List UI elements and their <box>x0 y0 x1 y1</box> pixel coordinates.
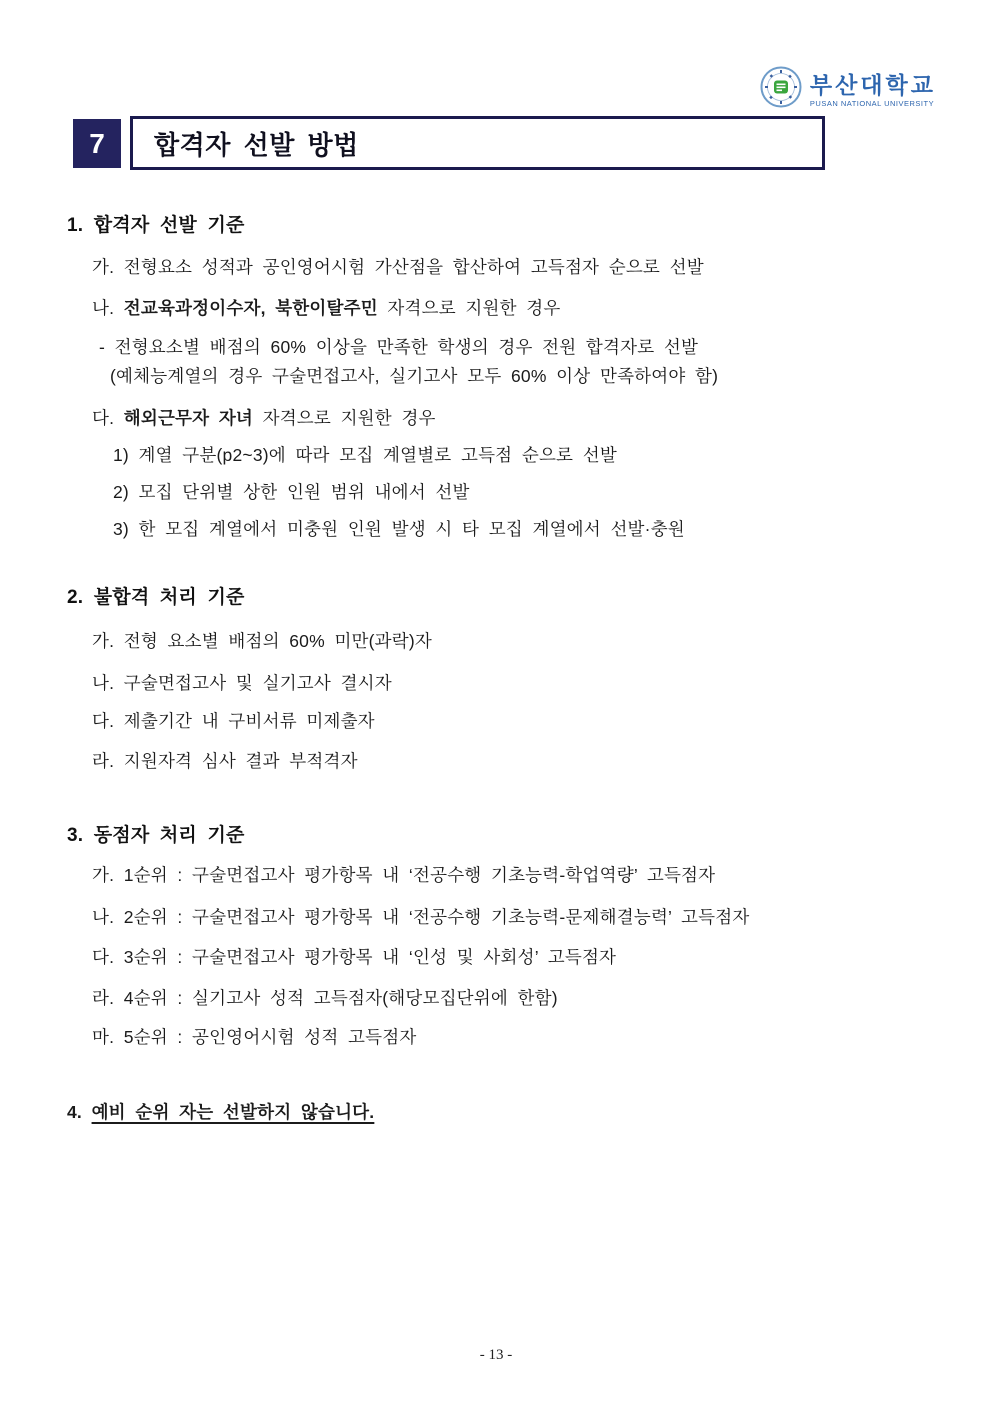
section1-item-ga: 가. 전형요소 성적과 공인영어시험 가산점을 합산하여 고득점자 순으로 선발 <box>92 257 704 277</box>
section2-item-1: 나. 구술면접고사 및 실기고사 결시자 <box>92 673 392 693</box>
section2-item-0: 가. 전형 요소별 배점의 60% 미만(과락)자 <box>92 631 433 651</box>
section3-heading: 3. 동점자 처리 기준 <box>67 825 245 846</box>
section1-subitem-dash: - 전형요소별 배점의 60% 이상을 만족한 학생의 경우 전원 합격자로 선발 <box>99 337 699 357</box>
section1-subitem-2: 2) 모집 단위별 상한 인원 범위 내에서 선발 <box>113 482 470 502</box>
section3-item-0: 가. 1순위 : 구술면접고사 평가항목 내 ‘전공수행 기초능력-학업역량’ 고득점자 <box>92 865 716 885</box>
section2-item-2: 다. 제출기간 내 구비서류 미제출자 <box>92 711 375 731</box>
item-label: 나. <box>92 298 115 318</box>
section4-text: 예비 순위 자는 선발하지 않습니다. <box>91 1102 375 1122</box>
section-title-box <box>130 116 825 170</box>
section4-number: 4. <box>67 1102 82 1122</box>
section-title: 합격자 선발 방법 <box>154 129 359 160</box>
section2-heading: 2. 불합격 처리 기준 <box>67 587 245 608</box>
section3-item-3: 라. 4순위 : 실기고사 성적 고득점자(해당모집단위에 한함) <box>92 988 558 1008</box>
section3-item-1: 나. 2순위 : 구술면접고사 평가항목 내 ‘전공수행 기초능력-문제해결능력’ 고득점자 <box>92 907 750 927</box>
pnu-seal-icon <box>760 66 802 113</box>
section-number-badge: 7 <box>73 119 121 168</box>
item-label: 다. <box>92 408 115 428</box>
section3-item-4: 마. 5순위 : 공인영어시험 성적 고득점자 <box>92 1027 417 1047</box>
section1-subitem-1: 1) 계열 구분(p2~3)에 따라 모집 계열별로 고득점 순으로 선발 <box>113 445 617 465</box>
page-number: - 13 - <box>479 1347 513 1363</box>
section1-subitem-paren: (예체능계열의 경우 구술면접고사, 실기고사 모두 60% 이상 만족하여야 함) <box>110 366 719 386</box>
university-name-ko: 부산대학교 <box>809 71 936 98</box>
section4-statement <box>67 1100 374 1124</box>
item-rest-text: 자격으로 지원한 경우 <box>253 408 436 428</box>
section3-item-2: 다. 3순위 : 구술면접고사 평가항목 내 ‘인성 및 사회성’ 고득점자 <box>92 947 617 967</box>
item-rest-text: 자격으로 지원한 경우 <box>377 298 561 318</box>
university-logo <box>760 66 936 113</box>
section1-heading: 1. 합격자 선발 기준 <box>67 215 245 236</box>
university-name <box>810 72 936 108</box>
section1-subitem-3: 3) 한 모집 계열에서 미충원 인원 발생 시 타 모집 계열에서 선발·충원 <box>113 519 685 539</box>
item-bold-text: 전교육과정이수자, 북한이탈주민 <box>123 298 378 318</box>
section1-item-da <box>92 406 436 430</box>
section1-item-na <box>92 296 560 320</box>
section2-item-3: 라. 지원자격 심사 결과 부적격자 <box>92 751 358 771</box>
item-bold-text: 해외근무자 자녀 <box>123 408 254 428</box>
university-name-en: PUSAN NATIONAL UNIVERSITY <box>809 98 935 108</box>
